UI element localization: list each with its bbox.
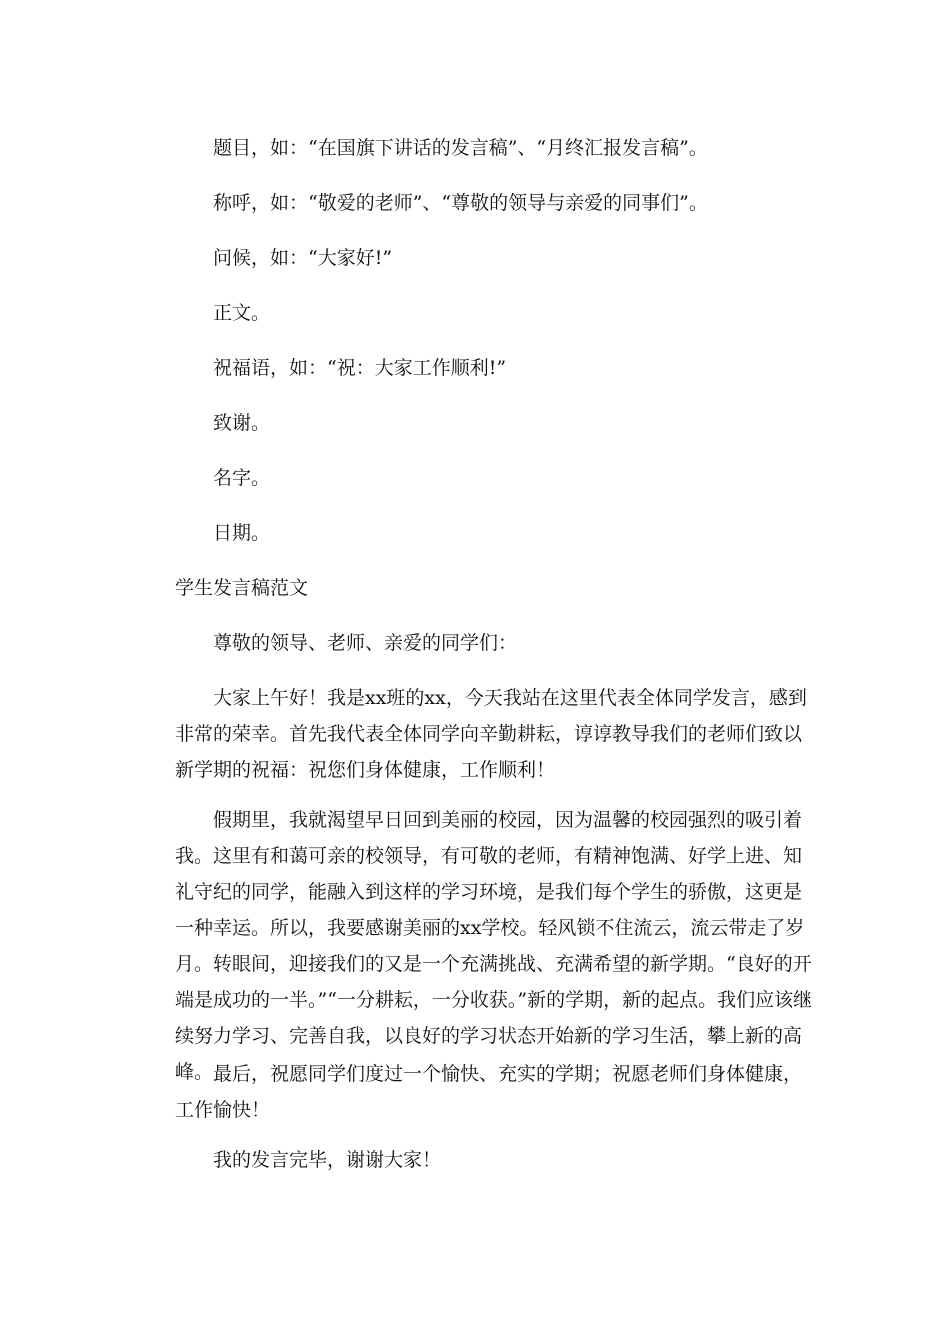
sample-paragraph-1: 大家上午好！我是xx班的xx，今天我站在这里代表全体同学发言，感到非常的荣幸。首先我代表全体同学向辛勤耕耘，谆谆教导我们的老师们致以新学期的祝福：祝您们身体健康，工作顺利！ [175,687,807,781]
structure-item-date: 日期。 [213,522,271,544]
sample-heading: 学生发言稿范文 [175,577,309,599]
structure-item-body: 正文。 [213,302,271,324]
structure-item-blessing: 祝福语，如：“祝：大家工作顺利!” [213,357,507,379]
sample-salutation: 尊敬的领导、老师、亲爱的同学们： [213,632,518,654]
sample-closing: 我的发言完毕，谢谢大家！ [213,1149,442,1171]
structure-item-salutation: 称呼，如：“敬爱的老师”、“尊敬的领导与亲爱的同事们”。 [213,192,708,214]
structure-item-greeting: 问候，如：“大家好!” [213,247,393,269]
structure-item-name: 名字。 [213,467,271,489]
structure-item-thanks: 致谢。 [213,412,271,434]
sample-paragraph-2: 假期里，我就渴望早日回到美丽的校园，因为温馨的校园强烈的吸引着我。这里有和蔼可亲的校领导，有可敬的老师，有精神饱满、好学上进、知礼守纪的同学，能融入到这样的学习环境，是我们每个学生的骄傲，这更是一种幸运。所以，我要感谢美丽的xx学校。轻风锁不住流云，流云带走了岁月。转眼间，迎接我们的又是一个充满挑战、充满希望的新学期。“良好的开端是成功的一半。”“一分耕耘，一分收获。”新的学期，新的起点。我们应该继续努力学习、完善自我，以良好的学习状态开始新的学习生活，攀上新的高峰。 [175,809,813,1083]
structure-item-title: 题目，如：“在国旗下讲话的发言稿”、“月终汇报发言稿”。 [213,137,708,159]
sample-paragraph-3: 最后，祝愿同学们度过一个愉快、充实的学期；祝愿老师们身体健康，工作愉快！ [175,1063,803,1121]
